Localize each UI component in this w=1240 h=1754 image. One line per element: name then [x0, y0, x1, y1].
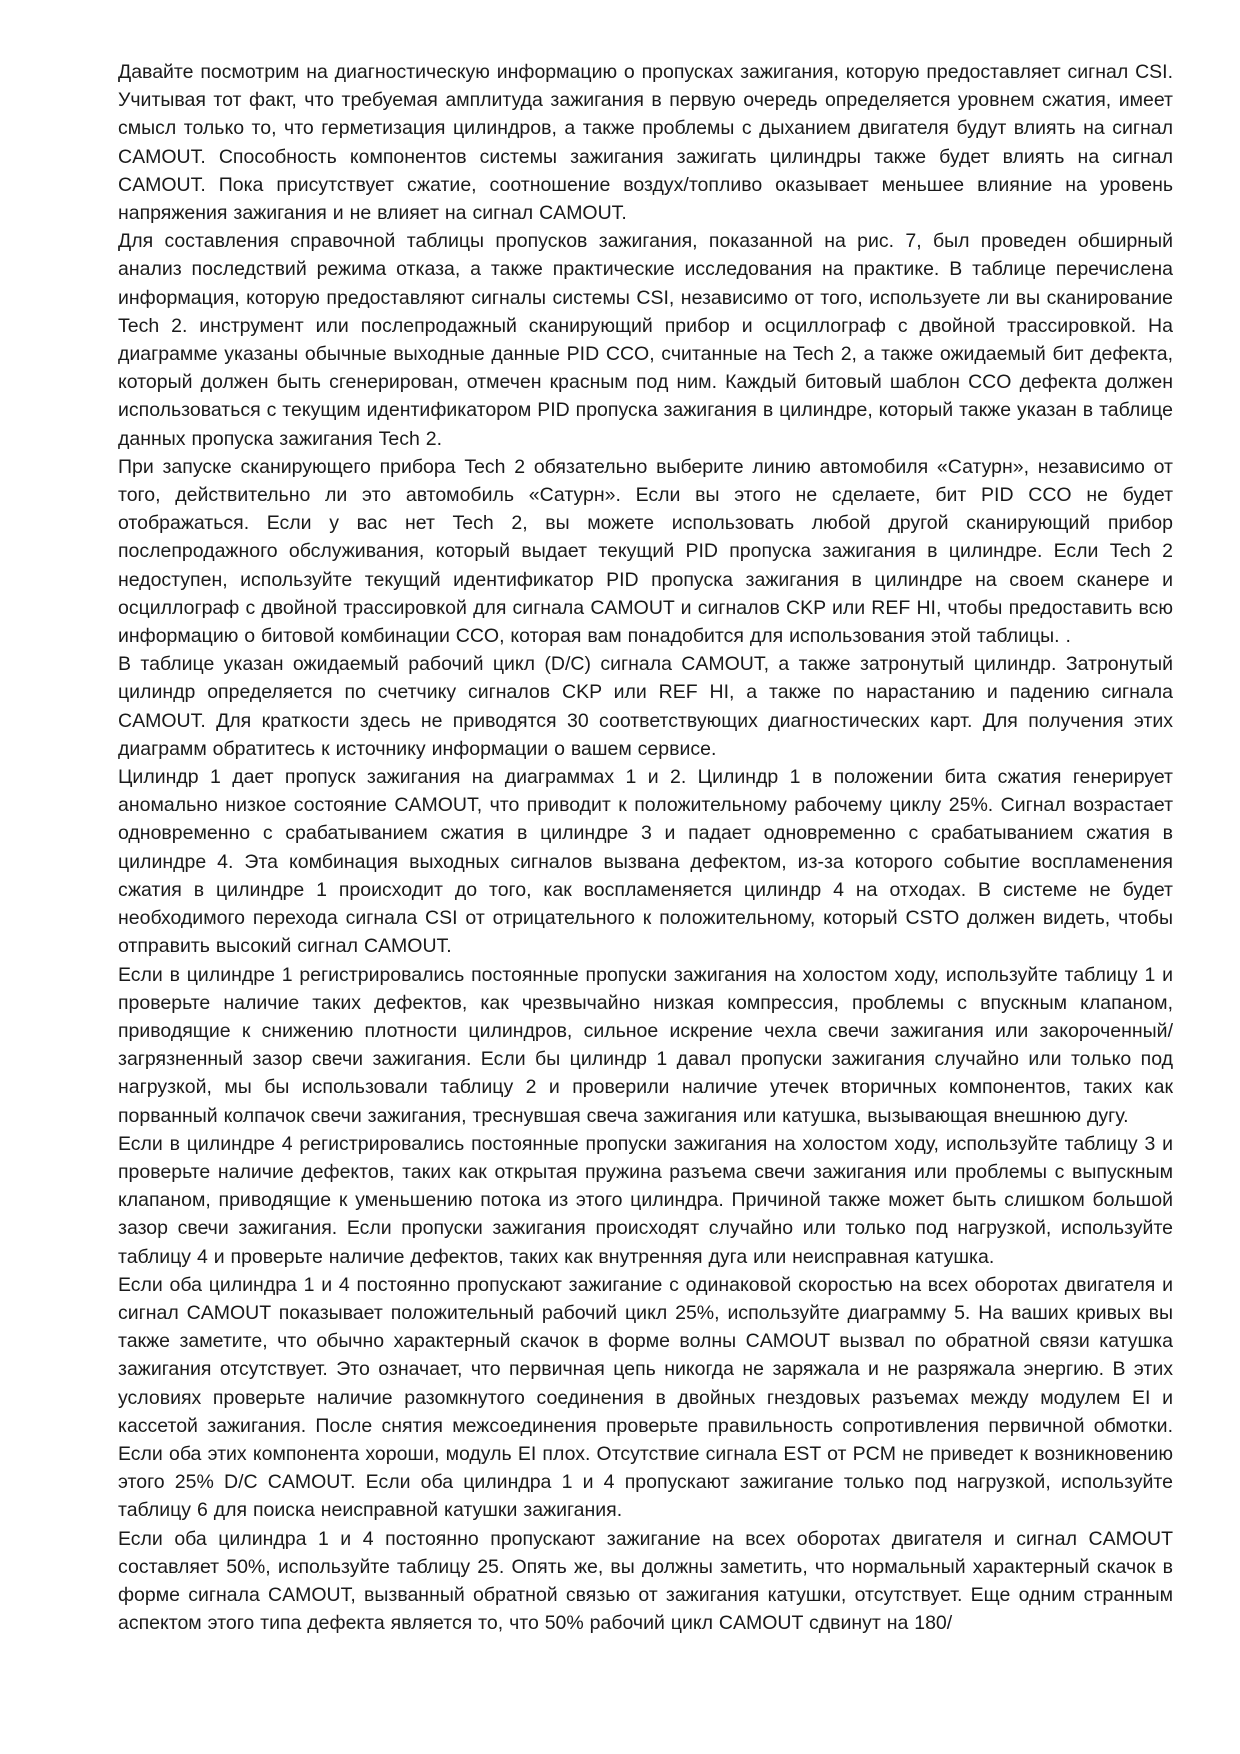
- paragraph: Давайте посмотрим на диагностическую информацию о пропусках зажигания, которую предоставляет сигнал CSI. Учитывая тот факт, что требуемая амплитуда зажигания в первую очередь определяется уровнем сжатия, имеет смысл только то, что герметизация цилиндров, а также проблемы с дыханием двигателя будут влиять на сигнал CAMOUT. Способность компонентов системы зажигания зажигать цилиндры также будет влиять на сигнал CAMOUT. Пока присутствует сжатие, соотношение воздух/топливо оказывает меньшее влияние на уровень напряжения зажигания и не влияет на сигнал CAMOUT.: [118, 61, 1173, 225]
- paragraph: В таблице указан ожидаемый рабочий цикл (D/C) сигнала CAMOUT, а также затронутый цилиндр. Затронутый цилиндр определяется по счетчику сигналов CKP или REF HI, а также по нарастанию и падению сигнала CAMOUT. Для краткости здесь не приводятся 30 соответствующих диагностических карт. Для получения этих диаграмм обратитесь к источнику информации о вашем сервисе.: [118, 653, 1173, 760]
- paragraph: При запуске сканирующего прибора Tech 2 обязательно выберите линию автомобиля «Сатурн», независимо от того, действительно ли это автомобиль «Сатурн». Если вы этого не сделаете, бит PID CCO не будет отображаться. Если у вас нет Tech 2, вы можете использовать любой другой сканирующий прибор послепродажного обслуживания, который выдает текущий PID пропуска зажигания в цилиндре. Если Tech 2 недоступен, используйте текущий идентификатор PID пропуска зажигания в цилиндре на своем сканере и осциллограф с двойной трассировкой для сигнала CAMOUT и сигналов CKP или REF HI, чтобы предоставить всю информацию о битовой комбинации CCO, которая вам понадобится для использования этой таблицы. .: [118, 455, 1173, 648]
- document-page: [118, 58, 1173, 1637]
- paragraph: Если в цилиндре 4 регистрировались постоянные пропуски зажигания на холостом ходу, используйте таблицу 3 и проверьте наличие дефектов, таких как открытая пружина разъема свечи зажигания или проблемы с выпускным клапаном, приводящие к уменьшению потока из этого цилиндра. Причиной также может быть слишком большой зазор свечи зажигания. Если пропуски зажигания происходят случайно или только под нагрузкой, используйте таблицу 4 и проверьте наличие дефектов, таких как внутренняя дуга или неисправная катушка.: [118, 1132, 1173, 1268]
- paragraph: Если в цилиндре 1 регистрировались постоянные пропуски зажигания на холостом ходу, используйте таблицу 1 и проверьте наличие таких дефектов, как чрезвычайно низкая компрессия, проблемы с впускным клапаном, приводящие к снижению плотности цилиндров, сильное искрение чехла свечи зажигания или закороченный/загрязненный зазор свечи зажигания. Если бы цилиндр 1 давал пропуски зажигания случайно или только под нагрузкой, мы бы использовали таблицу 2 и проверили наличие утечек вторичных компонентов, таких как порванный колпачок свечи зажигания, треснувшая свеча зажигания или катушка, вызывающая внешнюю дугу.: [118, 963, 1173, 1127]
- paragraph: Если оба цилиндра 1 и 4 постоянно пропускают зажигание с одинаковой скоростью на всех оборотах двигателя и сигнал CAMOUT показывает положительный рабочий цикл 25%, используйте диаграмму 5. На ваших кривых вы также заметите, что обычно характерный скачок в форме волны CAMOUT вызвал по обратной связи катушка зажигания отсутствует. Это означает, что первичная цепь никогда не заряжала и не разряжала энергию. В этих условиях проверьте наличие разомкнутого соединения в двойных гнездовых разъемах между модулем EI и кассетой зажигания. После снятия межсоединения проверьте правильность сопротивления первичной обмотки. Если оба этих компонента хороши, модуль EI плох. Отсутствие сигнала EST от PCM не приведет к возникновению этого 25% D/C CAMOUT. Если оба цилиндра 1 и 4 пропускают зажигание только под нагрузкой, используйте таблицу 6 для поиска неисправной катушки зажигания.: [118, 1273, 1173, 1522]
- paragraph: Цилиндр 1 дает пропуск зажигания на диаграммах 1 и 2. Цилиндр 1 в положении бита сжатия генерирует аномально низкое состояние CAMOUT, что приводит к положительному рабочему циклу 25%. Сигнал возрастает одновременно с срабатыванием сжатия в цилиндре 3 и падает одновременно с срабатыванием сжатия в цилиндре 4. Эта комбинация выходных сигналов вызвана дефектом, из-за которого событие воспламенения сжатия в цилиндре 1 происходит до того, как воспламеняется цилиндр 4 на отходах. В системе не будет необходимого перехода сигнала CSI от отрицательного к положительному, который CSTO должен видеть, чтобы отправить высокий сигнал CAMOUT.: [118, 766, 1173, 958]
- paragraph: Для составления справочной таблицы пропусков зажигания, показанной на рис. 7, был проведен обширный анализ последствий режима отказа, а также практические исследования на практике. В таблице перечислена информация, которую предоставляют сигналы системы CSI, независимо от того, используете ли вы сканирование Tech 2. инструмент или послепродажный сканирующий прибор и осциллограф с двойной трассировкой. На диаграмме указаны обычные выходные данные PID CCO, считанные на Tech 2, а также ожидаемый бит дефекта, который должен быть сгенерирован, отмечен красным под ним. Каждый битовый шаблон CCO дефекта должен использоваться с текущим идентификатором PID пропуска зажигания в цилиндре, который также указан в таблице данных пропуска зажигания Tech 2.: [118, 230, 1173, 450]
- paragraph: Если оба цилиндра 1 и 4 постоянно пропускают зажигание на всех оборотах двигателя и сигнал CAMOUT составляет 50%, используйте таблицу 25. Опять же, вы должны заметить, что нормальный характерный скачок в форме сигнала CAMOUT, вызванный обратной связью от зажигания катушки, отсутствует. Еще одним странным аспектом этого типа дефекта является то, что 50% рабочий цикл CAMOUT сдвинут на 180/: [118, 1527, 1173, 1635]
